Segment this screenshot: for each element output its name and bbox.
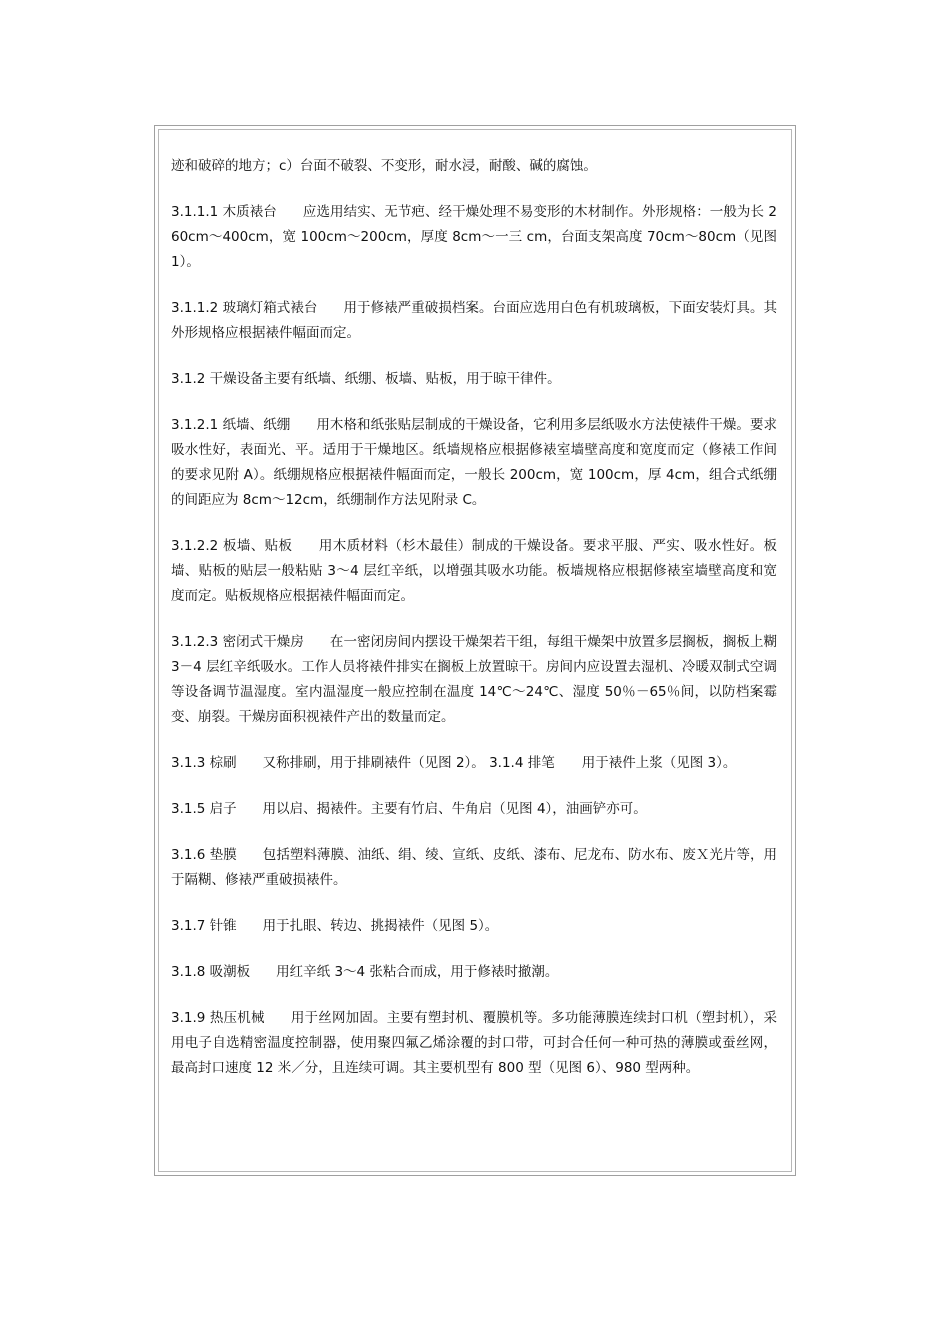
- paragraph-3-1-2-3: [171, 630, 777, 730]
- section-number: 3.1.2.1: [171, 417, 219, 433]
- section-title: 吸潮板: [209, 964, 251, 980]
- section-number: 3.1.6: [171, 847, 206, 863]
- section-title: 干燥设备主要有纸墙、纸绷、板墙、贴板，用于晾干律件。: [209, 371, 561, 387]
- paragraph-3-1-3: [171, 751, 777, 776]
- paragraph-3-1-1-2: [171, 296, 777, 346]
- paragraph-text: 用于修裱严重破损档案。台面应选用白色有机玻璃板，下面安装灯具。其外形规格应根据裱件幅面而定。: [171, 300, 778, 341]
- paragraph-3-1-2: [171, 367, 777, 392]
- paragraph-text: 用以启、揭裱件。主要有竹启、牛角启（见图 4），油画铲亦可。: [262, 801, 647, 817]
- paragraph-3-1-2-2: [171, 534, 777, 609]
- paragraph-3-1-7: [171, 914, 777, 939]
- paragraph-3-1-2-1: [171, 413, 777, 513]
- section-number: 3.1.5: [171, 801, 206, 817]
- paragraph-continuation: [171, 154, 777, 179]
- paragraph-text: 用于丝网加固。主要有塑封机、覆膜机等。多功能薄膜连续封口机（塑封机），采用电子自选精密温度控制器，使用聚四氟乙烯涂覆的封口带，可封合任何一种可热的薄膜或蚕丝网，最高封口速度 12 米／分，且连续可调。其主要机型有 800 型（见图 6）、980 型两种。: [171, 1010, 778, 1076]
- section-title: 纸墙、纸绷: [222, 417, 291, 433]
- section-title: 针锥: [209, 918, 237, 934]
- paragraph-3-1-9: [171, 1006, 777, 1081]
- section-number: 3.1.8: [171, 964, 206, 980]
- section-number: 3.1.3: [171, 755, 206, 771]
- section-number: 3.1.2: [171, 371, 206, 387]
- section-title: 垫膜: [209, 847, 237, 863]
- paragraph-3-1-6: [171, 843, 777, 893]
- paragraph-text: 用木格和纸张贴层制成的干燥设备，它利用多层纸吸水方法使裱件干燥。要求吸水性好，表面光、平。适用于干燥地区。纸墙规格应根据修裱室墙壁高度和宽度而定（修裱工作间的要求见附 A）。纸绷规格应根据裱件幅面而定，一般长 200cm，宽 100cm，厚 4cm，组合式纸绷的间距应为 8cm～12cm，纸绷制作方法见附录 C。: [171, 417, 778, 508]
- paragraph-text: 用红辛纸 3～4 张粘合而成，用于修裱时撤潮。: [276, 964, 559, 980]
- paragraph-text: 包括塑料薄膜、油纸、绢、绫、宣纸、皮纸、漆布、尼龙布、防水布、废Ｘ光片等，用于隔糊、修裱严重破损裱件。: [171, 847, 778, 888]
- document-body: [171, 154, 777, 1081]
- paragraph-3-1-1-1: [171, 200, 777, 275]
- section-title: 板墙、贴板: [222, 538, 293, 554]
- paragraph-text: 又称排刷，用于排刷裱件（见图 2）。 3.1.4 排笔 用于裱件上浆（见图 3）。: [262, 755, 737, 771]
- paragraph-text: 在一密闭房间内摆设干燥架若干组，每组干燥架中放置多层搁板，搁板上糊 3－4 层红辛纸吸水。工作人员将裱件排实在搁板上放置晾干。房间内应设置去湿机、冷暖双制式空调等设备调节温湿度。室内温湿度一般应控制在温度 14℃～24℃、湿度 50％－65％间，以防档案霉变、崩裂。干燥房面积视裱件产出的数量而定。: [171, 634, 777, 725]
- section-title: 棕刷: [209, 755, 237, 771]
- paragraph-text: 用于扎眼、转边、挑揭裱件（见图 5）。: [262, 918, 499, 934]
- section-title: 玻璃灯箱式裱台: [222, 300, 318, 316]
- paragraph-text: 迹和破碎的地方；c）台面不破裂、不变形，耐水浸，耐酸、碱的腐蚀。: [171, 158, 597, 174]
- paragraph-3-1-8: [171, 960, 777, 985]
- paragraph-text: 用木质材料（杉木最佳）制成的干燥设备。要求平服、严实、吸水性好。板墙、贴板的贴层一般粘贴 3～4 层红辛纸，以增强其吸水功能。板墙规格应根据修裱室墙壁高度和宽度而定。贴板规格应根据裱件幅面而定。: [171, 538, 778, 604]
- section-title: 木质裱台: [222, 204, 277, 220]
- section-number: 3.1.1.2: [171, 300, 219, 316]
- paragraph-3-1-5: [171, 797, 777, 822]
- section-number: 3.1.1.1: [171, 204, 219, 220]
- section-number: 3.1.2.2: [171, 538, 219, 554]
- section-title: 启子: [209, 801, 237, 817]
- section-title: 密闭式干燥房: [222, 634, 304, 650]
- paragraph-text: 应选用结实、无节疤、经干燥处理不易变形的木材制作。外形规格：一般为长 260cm～400cm，宽 100cm～200cm，厚度 8cm～一三 cm，台面支架高度 70cm～80cm（见图 1）。: [171, 204, 778, 270]
- section-number: 3.1.2.3: [171, 634, 219, 650]
- section-number: 3.1.7: [171, 918, 206, 934]
- section-title: 热压机械: [209, 1010, 265, 1026]
- section-number: 3.1.9: [171, 1010, 206, 1026]
